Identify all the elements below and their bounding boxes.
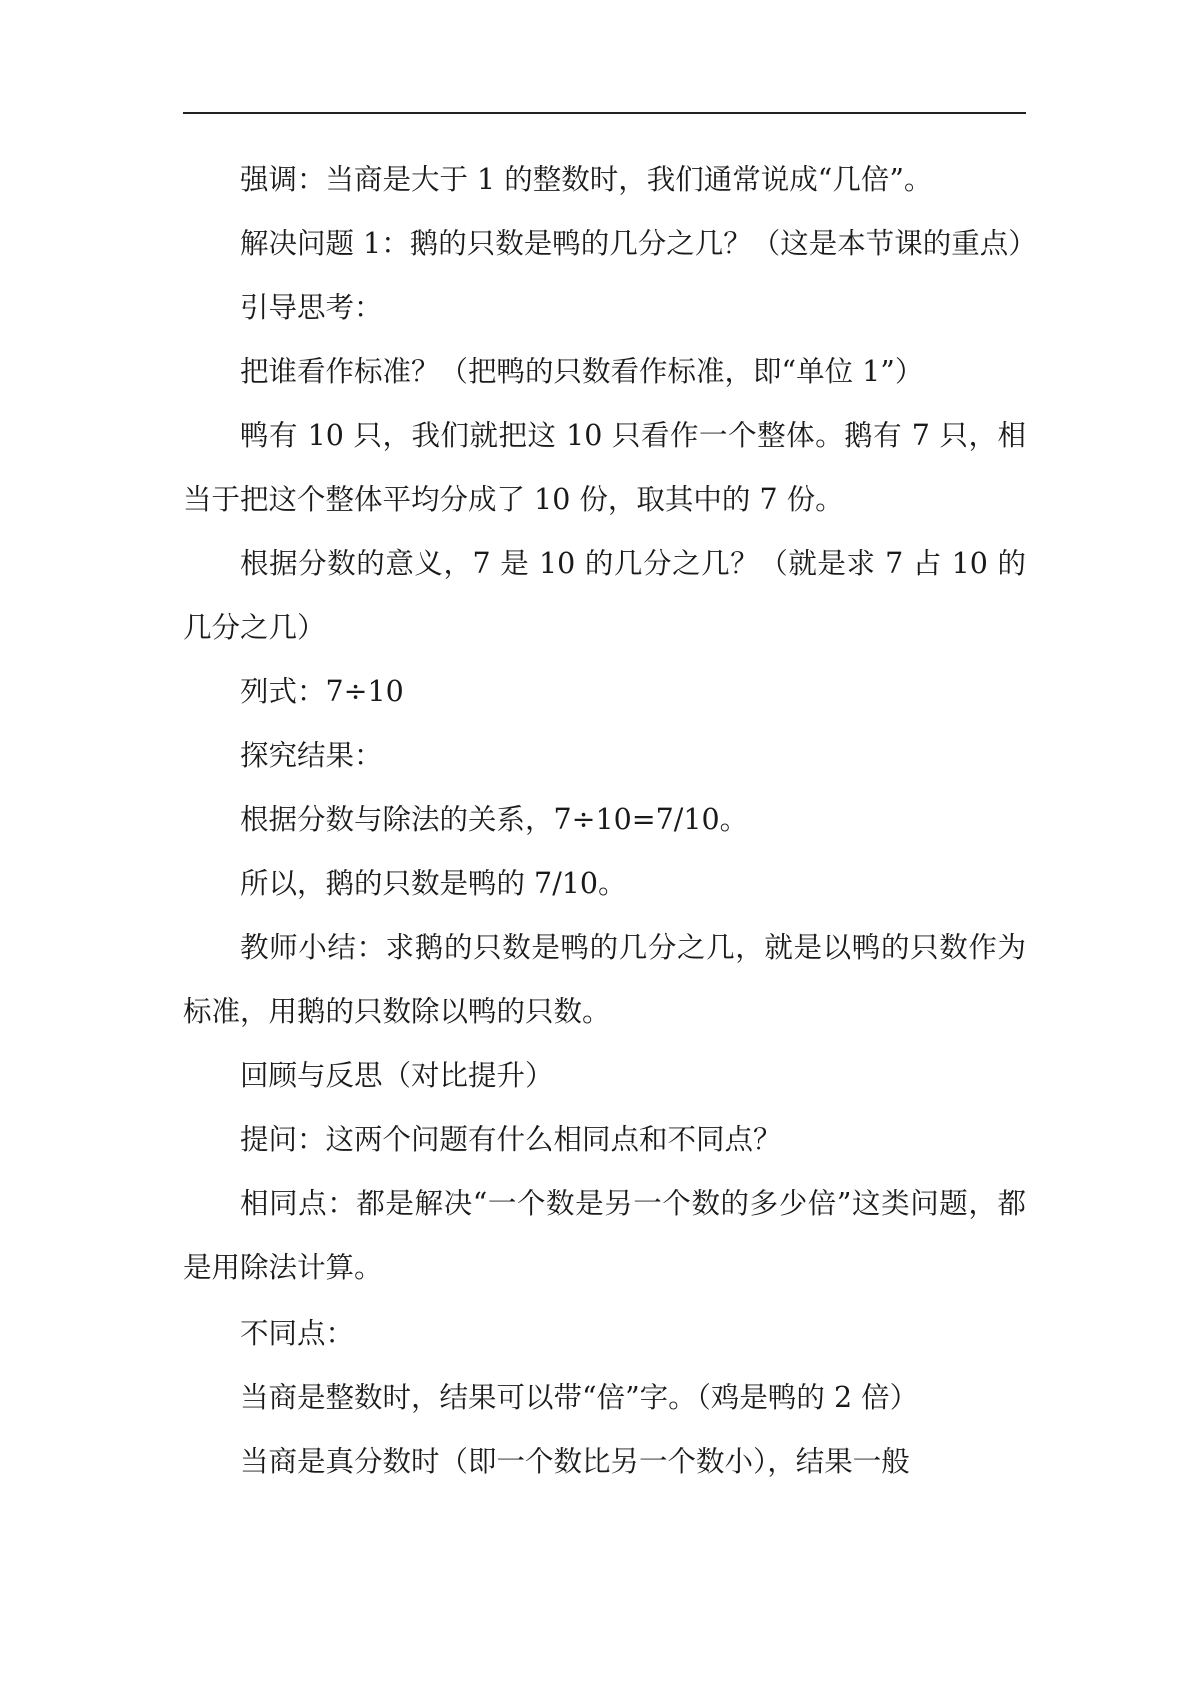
- paragraph-teacher-summary: 教师小结：求鹅的只数是鸭的几分之几，就是以鸭的只数作为标准，用鹅的只数除以鸭的只数。: [183, 931, 1026, 1028]
- paragraph-similarity: 相同点：都是解决“一个数是另一个数的多少倍”这类问题，都是用除法计算。: [183, 1187, 1026, 1284]
- paragraph-difference-heading: 不同点：: [240, 1317, 355, 1350]
- header-rule: [183, 112, 1026, 114]
- paragraph-explore-result: 探究结果：: [240, 739, 383, 772]
- paragraph-standard-question: 把谁看作标准？（把鸭的只数看作标准，即“单位 1”）: [240, 355, 924, 388]
- paragraph-fraction-meaning: 根据分数的意义，7 是 10 的几分之几？（就是求 7 占 10 的几分之几）: [183, 547, 1026, 644]
- paragraph-review: 回顾与反思（对比提升）: [240, 1059, 554, 1092]
- document-body: [183, 148, 1037, 1494]
- paragraph-emphasis: 强调：当商是大于 1 的整数时，我们通常说成“几倍”。: [240, 163, 933, 196]
- paragraph-question: 提问：这两个问题有什么相同点和不同点？: [240, 1123, 782, 1156]
- paragraph-fraction-quotient: 当商是真分数时（即一个数比另一个数小），结果一般: [240, 1445, 910, 1478]
- paragraph-problem-1: 解决问题 1：鹅的只数是鸭的几分之几？（这是本节课的重点）: [240, 227, 1037, 260]
- paragraph-integer-quotient: 当商是整数时，结果可以带“倍”字。（鸡是鸭的 2 倍）: [240, 1381, 919, 1414]
- paragraph-ducks-whole: 鸭有 10 只，我们就把这 10 只看作一个整体。鹅有 7 只，相当于把这个整体平均分成了 10 份，取其中的 7 份。: [183, 419, 1026, 516]
- paragraph-conclusion: 所以，鹅的只数是鸭的 7/10。: [240, 867, 627, 900]
- paragraph-expression: 列式：7÷10: [240, 675, 404, 708]
- paragraph-guided-thinking: 引导思考：: [240, 291, 383, 324]
- paragraph-division-relation: 根据分数与除法的关系，7÷10=7/10。: [240, 803, 749, 836]
